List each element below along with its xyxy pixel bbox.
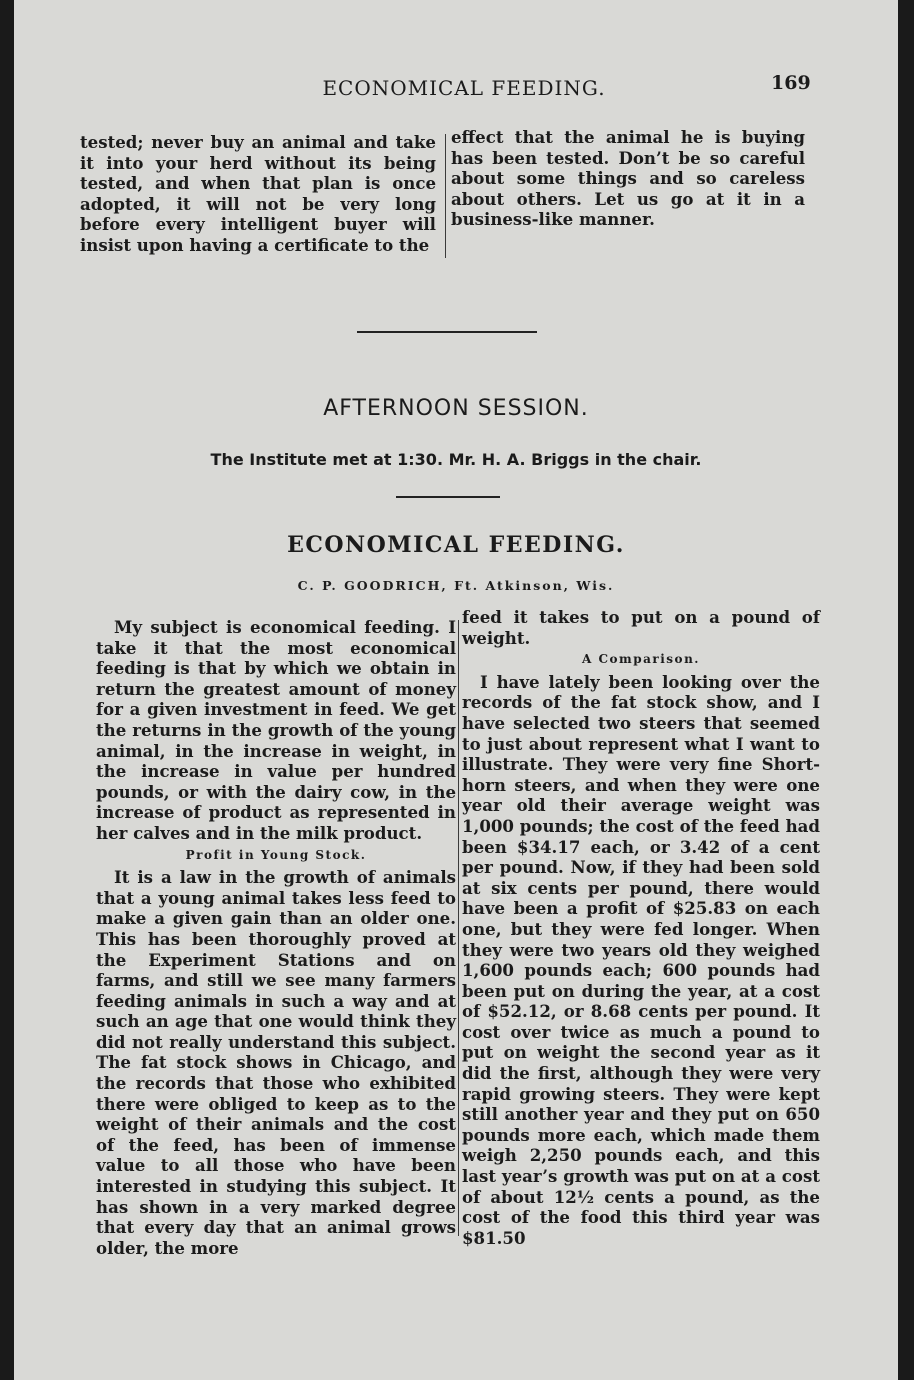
session-heading: AFTERNOON SESSION.: [323, 396, 589, 421]
article-byline: C. P. GOODRICH, Ft. Atkinson, Wis.: [297, 578, 615, 593]
article-left-column: [96, 617, 456, 1258]
subheading-comparison: A Comparison.: [582, 652, 700, 667]
continued-paragraph-right: effect that the animal he is buying has been tested. Don’t be so careful about some things and so careless about others. Let us go at it in a business-like manner.: [451, 127, 805, 230]
article-right-column: [462, 607, 820, 1248]
column-divider-article: [458, 620, 459, 1236]
top-left-column: [80, 132, 436, 256]
running-head-title: ECONOMICAL FEEDING.: [322, 76, 606, 100]
continued-paragraph-left: tested; never buy an animal and take it into your herd without its being tested, and when that plan is once adopted, it will not be very long before every intelligent buyer will insist upon having a certificate to the: [80, 132, 436, 255]
growth-law-paragraph: It is a law in the growth of animals that a young animal takes less feed to make a given gain than an older one. This has been thoroughly proved at the Experiment Stations and on farms, and still we see many farmers feeding animals in such a way and at such an age that one would think they did not really understand this subject. The fat stock shows in Chicago, and the records that those who exhibited there were obliged to keep as to the weight of their animals and the cost of the feed, has been of immense value to all those who have been interested in studying this subject. It has shown in a very marked degree that every day that an animal grows older, the more: [96, 867, 456, 1258]
comparison-paragraph: I have lately been looking over the records of the fat stock show, and I have selected two steers that seemed to just about represent what I want to illustrate. They were very fine Short-horn steers, and when they were one year old their average weight was 1,000 pounds; the cost of the feed had been $34.17 each, or 3.42 of a cent per pound. Now, if they had been sold at six cents per pound, there would have been a profit of $25.83 on each one, but they were fed longer. When they were two years old they weighed 1,600 pounds each; 600 pounds had been put on during the year, at a cost of $52.12, or 8.68 cents per pound. It cost over twice as much a pound to put on weight the second year as it did the first, although they were very rapid growing steers. They were kept still another year and they put on 650 pounds more each, which made them weigh 2,250 pounds each, and this last year’s growth was put on at a cost of about 12½ cents a pound, as the cost of the food this third year was $81.50: [462, 671, 820, 1248]
meeting-line: The Institute met at 1:30. Mr. H. A. Briggs in the chair.: [210, 450, 702, 469]
intro-paragraph: My subject is economical feeding. I take it that the most economical feeding is that by which we obtain in return the greatest amount of money for a given investment in feed. We get the returns in the growth of the young animal, in the increase in weight, in the increase in value per hundred pounds, or with the dairy cow, in the increase of product as represented in her calves and in the milk product.: [96, 617, 456, 843]
subheading-profit-young-stock: Profit in Young Stock.: [185, 847, 367, 862]
top-right-column: [451, 127, 805, 230]
section-divider-rule: [357, 331, 537, 333]
column-divider-top: [445, 134, 446, 258]
article-title: ECONOMICAL FEEDING.: [287, 532, 625, 558]
title-divider-rule: [396, 496, 500, 498]
page-number: 169: [771, 72, 811, 94]
continuation-paragraph: feed it takes to put on a pound of weight.: [462, 607, 820, 648]
book-page: [14, 0, 898, 1380]
